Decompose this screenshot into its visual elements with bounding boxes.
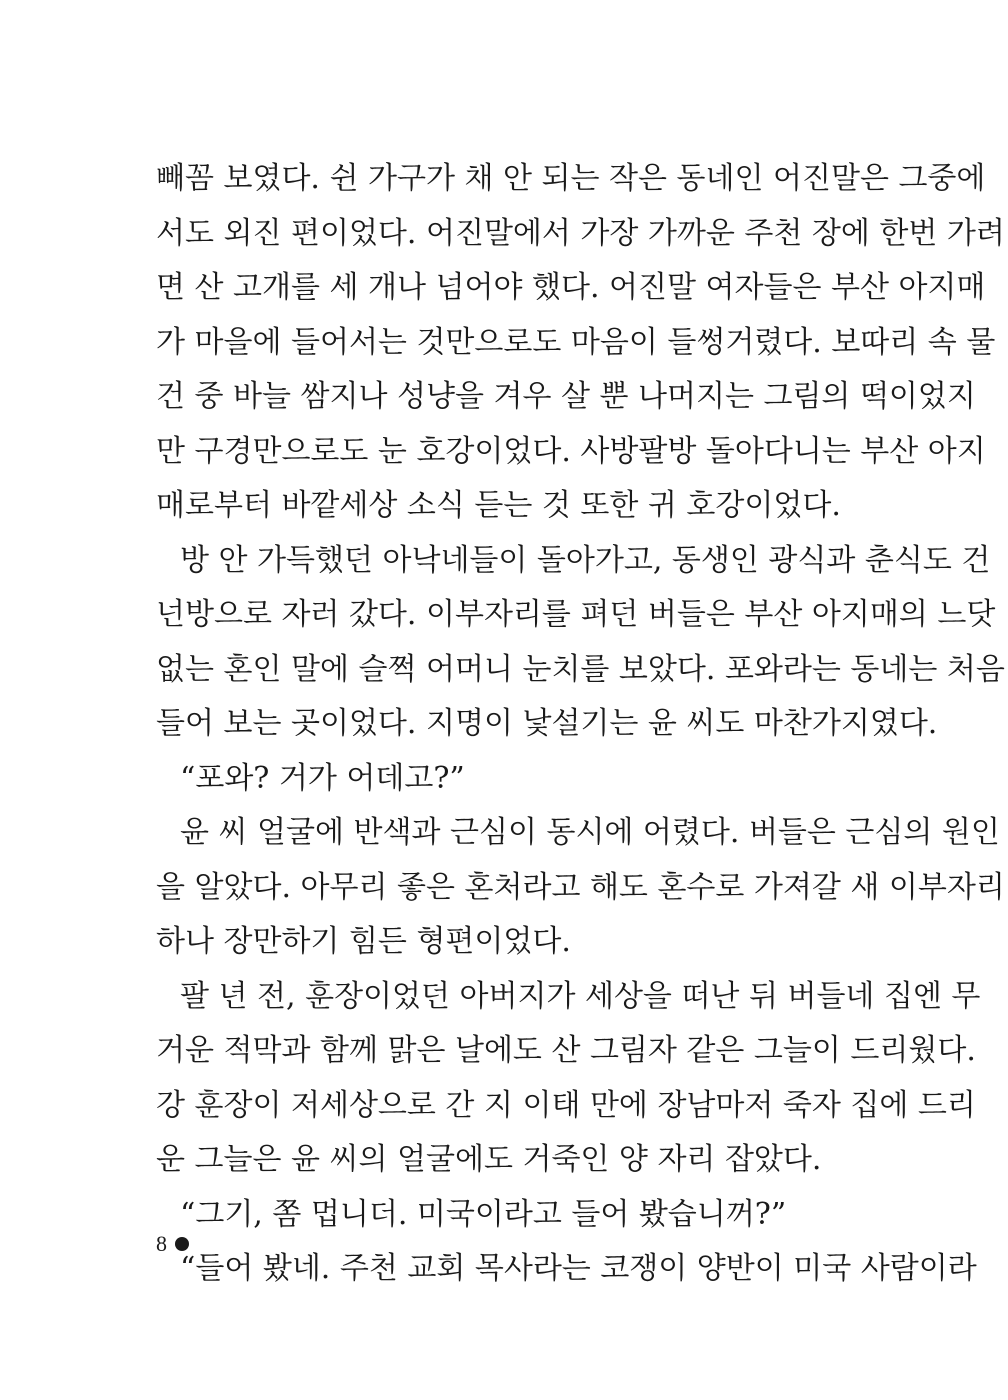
text-line: 빼꼼 보였다. 쉰 가구가 채 안 되는 작은 동네인 어진말은 그중에 [156, 161, 986, 196]
text-line: 면 산 고개를 세 개나 넘어야 했다. 어진말 여자들은 부산 아지매 [156, 270, 986, 305]
text-line: 서도 외진 편이었다. 어진말에서 가장 가까운 주천 장에 한번 가려 [156, 215, 1005, 251]
text-line: 없는 혼인 말에 슬쩍 어머니 눈치를 보았다. 포와라는 동네는 처음 [156, 651, 1005, 687]
text-line: 넌방으로 자러 갔다. 이부자리를 펴던 버들은 부산 아지매의 느닷 [156, 597, 996, 632]
text-line: 운 그늘은 윤 씨의 얼굴에도 거죽인 양 자리 잡았다. [156, 1142, 822, 1177]
text-line: “포와? 거가 어데고?” [180, 760, 465, 796]
body-text [156, 152, 1005, 1297]
text-line: 매로부터 바깥세상 소식 듣는 것 또한 귀 호강이었다. [156, 488, 841, 523]
text-line: 들어 보는 곳이었다. 지명이 낯설기는 윤 씨도 마찬가지였다. [156, 706, 938, 741]
text-line: 가 마을에 들어서는 것만으로도 마음이 들썽거렸다. 보따리 속 물 [156, 324, 996, 360]
text-line: 팔 년 전, 훈장이었던 아버지가 세상을 떠난 뒤 버들네 집엔 무 [180, 978, 981, 1014]
text-line: 만 구경만으로도 눈 호강이었다. 사방팔방 돌아다니는 부산 아지 [156, 433, 986, 469]
text-line: 하나 장만하기 힘든 형편이었다. [156, 924, 571, 959]
text-line: “그기, 쫌 멉니더. 미국이라고 들어 봤습니꺼?” [180, 1196, 787, 1232]
text-line: 윤 씨 얼굴에 반색과 근심이 동시에 어렸다. 버들은 근심의 원인 [180, 815, 1000, 850]
page-number: 8 [156, 1231, 167, 1256]
page-footer [156, 1228, 189, 1260]
text-line: 건 중 바늘 쌈지나 성냥을 겨우 살 뿐 나머지는 그림의 떡이었지 [156, 379, 976, 414]
bullet-icon [175, 1237, 189, 1251]
text-line: 방 안 가득했던 아낙네들이 돌아가고, 동생인 광식과 춘식도 건 [180, 542, 991, 578]
text-line: 강 훈장이 저세상으로 간 지 이태 만에 장남마저 죽자 집에 드리 [156, 1087, 976, 1123]
text-line: “들어 봤네. 주천 교회 목사라는 코쟁이 양반이 미국 사람이라 [180, 1251, 977, 1286]
text-line: 거운 적막과 함께 맑은 날에도 산 그림자 같은 그늘이 드리웠다. [156, 1033, 976, 1068]
text-line: 을 알았다. 아무리 좋은 혼처라고 해도 혼수로 가져갈 새 이부자리 [156, 869, 1005, 905]
